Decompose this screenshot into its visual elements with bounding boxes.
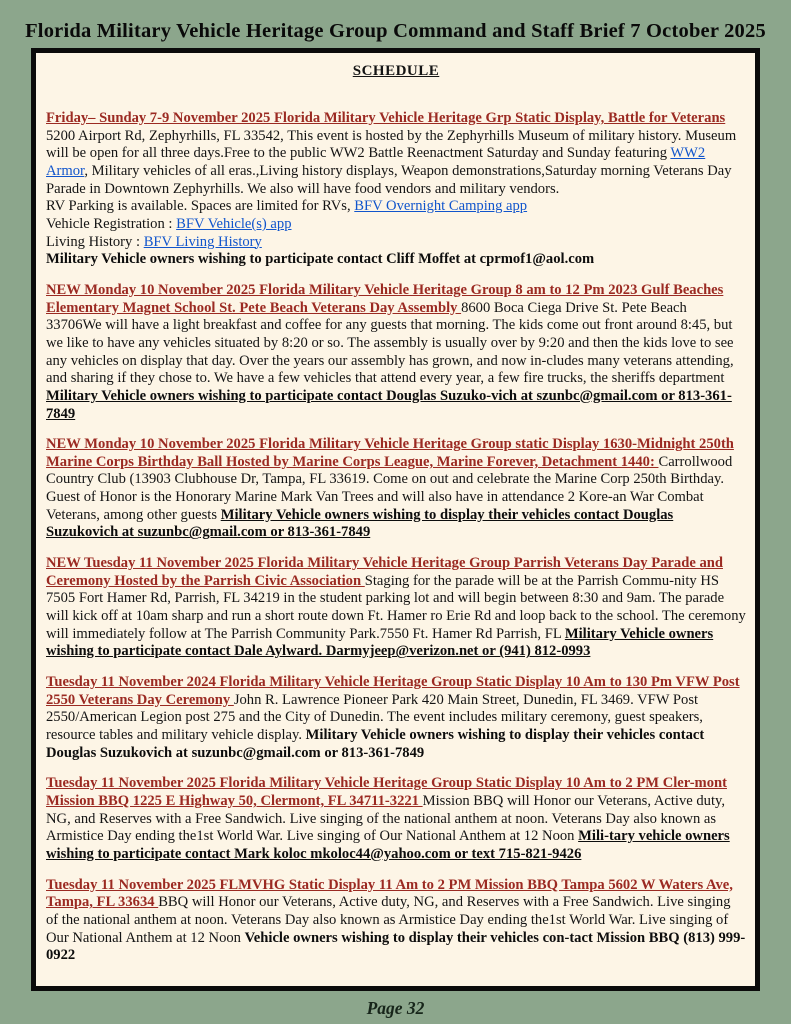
event-text: Military Vehicle owners wishing to participate contact Cliff Moffet at cprmof1@aol.com	[46, 251, 595, 268]
event-heading: Tuesday 11 November 2025 FLMVHG Static Display 11 Am to 2 PM Mission BBQ Tampa 5602 W Waters Ave, Tampa, FL 33634	[46, 876, 733, 911]
event-text: Mili-tary vehicle owners wishing to participate contact Mark koloc mkoloc44@yahoo.com or text 715-821-9426	[46, 828, 730, 862]
event-paragraph	[46, 674, 746, 762]
hyperlink[interactable]: WW2 Armor	[46, 145, 706, 179]
event-paragraph	[46, 436, 746, 542]
event-text: Living History :	[46, 233, 144, 250]
event-heading: NEW Monday 10 November 2025 Florida Military Vehicle Heritage Group static Display 1630-Midnight 250th Marine Corps Birthday Ball Hosted by Marine Corps League, Marine Forever, Detachment 1440:	[46, 436, 734, 470]
event-heading: Tuesday 11 November 2025 Florida Military Vehicle Heritage Group Static Display 10 Am to 2 PM Cler-mont Mission BBQ 1225 E Highway 50, Clermont, FL 34711-3221	[46, 775, 727, 809]
hyperlink[interactable]: BFV Overnight Camping app	[354, 198, 528, 215]
page-number: Page 32	[366, 997, 425, 1018]
event-text: John R. Lawrence Pioneer Park 420 Main Street, Dunedin, FL 3469. VFW Post 2550/American Legion post 275 and the City of Dunedin. The event includes military ceremony, guest speakers, resource tables and military vehicle display.	[46, 691, 703, 743]
event-heading: NEW Monday 10 November 2025 Florida Military Vehicle Heritage Group 8 am to 12 Pm 2023 Gulf Beaches Elementary Magnet School St. Pete Beach Veterans Day Assembly	[46, 281, 724, 316]
event-text: Military Vehicle owners wishing to participate contact Douglas Suzuko-vich at szunbc@gmail.com or 813-361-7849	[46, 387, 732, 422]
page-title: Florida Military Vehicle Heritage Group Command and Staff Brief 7 October 2025	[25, 20, 766, 42]
event-text: BBQ will Honor our Veterans, Active duty, NG, and Reserves with a Free Sandwich. Live singing of the national anthem at noon. Veterans Day also known as Armistice Day ending the1st World War. Live singing of Our National Anthem at 12 Noon	[46, 894, 731, 946]
event-text: Vehicle Registration :	[46, 215, 177, 232]
hyperlink[interactable]: BFV Vehicle(s) app	[176, 215, 292, 232]
event-paragraph	[46, 110, 746, 269]
event-text: Military Vehicle owners wishing to display their vehicles contact Douglas Suzukovich at suzunbc@gmail.com or 813-361-7849	[46, 727, 705, 761]
event-heading: NEW Tuesday 11 November 2025 Florida Military Vehicle Heritage Group Parrish Veterans Day Parade and Ceremony Hosted by the Parrish Civic Association	[46, 555, 723, 589]
schedule-heading: SCHEDULE	[352, 63, 440, 79]
event-text: Military Vehicle owners wishing to participate contact Dale Aylward. Darmyjeep@verizon.net or (941) 812-0993	[46, 625, 714, 660]
event-paragraph	[46, 282, 746, 423]
schedule-sections	[46, 110, 746, 965]
event-text: Staging for the parade will be at the Parrish Commu-nity HS 7505 Fort Hamer Rd, Parrish, FL 34219 in the student parking lot and will begin between 8:30 and 9am. The parade will kick off at 10am sharp and run a short route down Ft. Hamer ro Erie Rd and loop back to the school. The ceremony will immediately follow at The Parrish Community Park.7550 Ft. Hamer Rd Parrish, FL	[46, 572, 746, 642]
event-paragraph	[46, 877, 746, 965]
event-text: 8600 Boca Ciega Drive St. Pete Beach 33706We will have a light breakfast and coffee for any guests that morning. The kids come out front around 8:45, but we like to have any vehicles situated by 8:20 or so. The assembly is usually over by 9:20 and then the kids love to see any vehicles on display that day. Over the years our assembly has grown, and now in-cludes many veterans attending, and sharing if they chose to. We have a few vehicles that attend every year, a few fire trucks, the sheriffs department	[46, 299, 734, 387]
schedule-page	[31, 48, 760, 991]
event-text: Military Vehicle owners wishing to display their vehicles contact Douglas Suzukovich at suzunbc@gmail.com or 813-361-7849	[46, 506, 674, 541]
event-text: RV Parking is available. Spaces are limited for RVs,	[46, 198, 355, 215]
event-heading: Friday– Sunday 7-9 November 2025 Florida Military Vehicle Heritage Grp Static Display, Battle for Veterans	[46, 110, 726, 126]
event-text: 5200 Airport Rd, Zephyrhills, FL 33542, This event is hosted by the Zephyrhills Museum of military history. Museum will be open for all three days.Free to the public WW2 Battle Reenactment Saturday and Sunday featuring	[46, 127, 737, 162]
event-text: Carrollwood Country Club (13903 Clubhouse Dr, Tampa, FL 33619. Come on out and celebrate the Marine Corp 250th Birthday. Guest of Honor is the Honorary Marine Mark Van Trees and will also have in attendance 2 Kore-an War Combat Veterans, among other guests	[46, 453, 733, 523]
event-text: Vehicle owners wishing to display their vehicles con-tact Mission BBQ (813) 999-0922	[46, 929, 746, 964]
hyperlink[interactable]: BFV Living History	[143, 233, 262, 250]
event-text: , Military vehicles of all eras.,Living history displays, Weapon demonstrations,Saturday morning Veterans Day Parade in Downtown Zephyrhills. We also will have food vendors and military vendors.	[46, 162, 732, 197]
event-paragraph	[46, 555, 746, 661]
event-text: Mission BBQ will Honor our Veterans, Active duty, NG, and Reserves with a Free Sandwich. Live singing of the national anthem at noon. Veterans Day also known as Armistice Day ending the1st World War. Live singing of Our National Anthem at 12 Noon	[46, 792, 726, 845]
event-paragraph	[46, 775, 746, 863]
event-heading: Tuesday 11 November 2024 Florida Military Vehicle Heritage Group Static Display 10 Am to 130 Pm VFW Post 2550 Veterans Day Ceremony	[46, 674, 740, 708]
